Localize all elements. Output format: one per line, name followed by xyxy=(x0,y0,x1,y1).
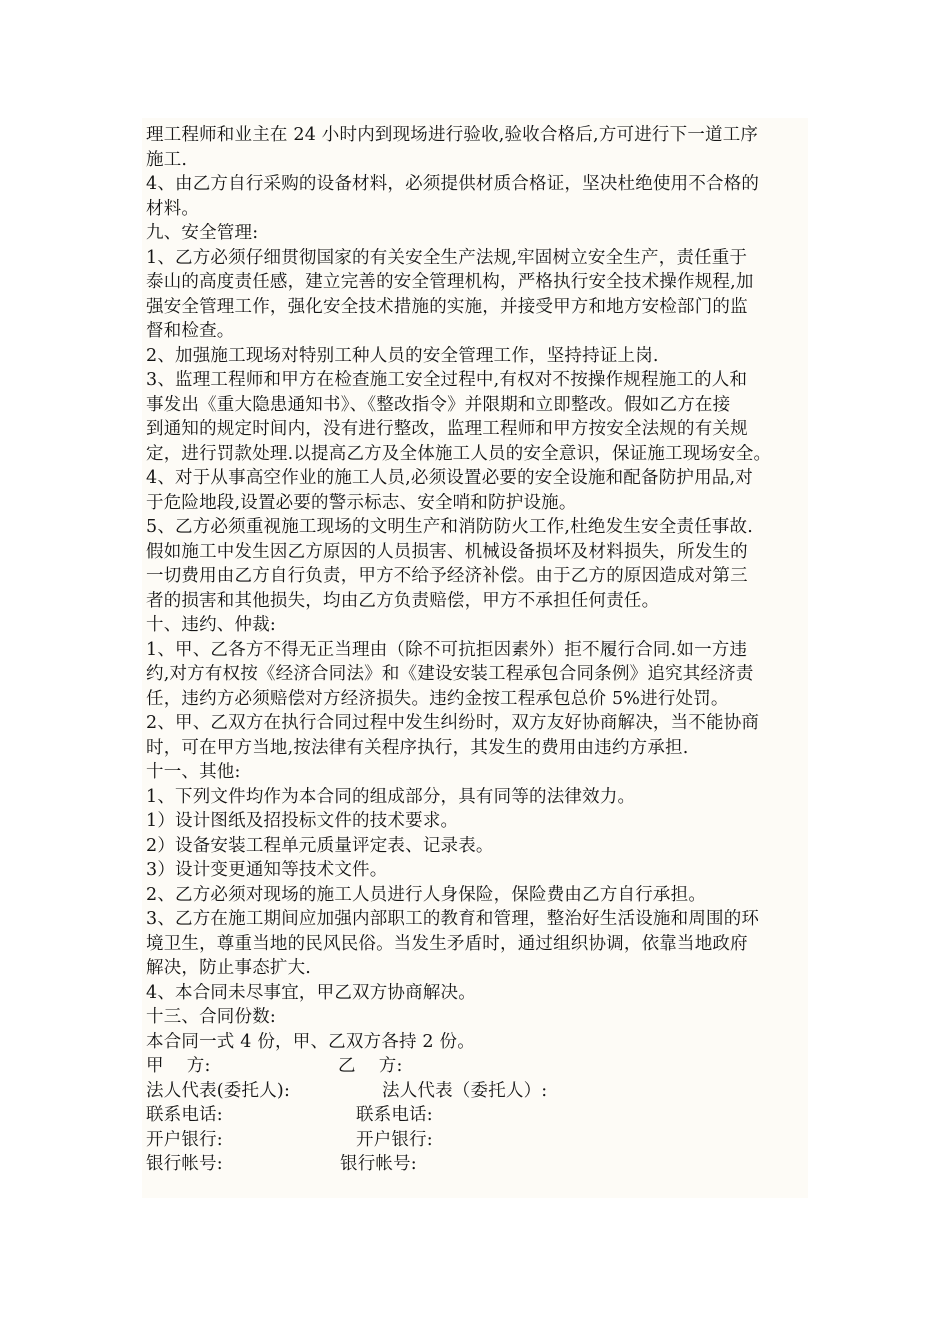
text-line: 3）设计变更通知等技术文件。 xyxy=(146,860,388,880)
party-b-legal-rep-label: 法人代表（委托人）: xyxy=(382,1080,548,1101)
text-line: 者的损害和其他损失，均由乙方负责赔偿，甲方不承担任何责任。 xyxy=(146,590,660,611)
text-line: 到通知的规定时间内，没有进行整改，监理工程师和甲方按安全法规的有关规 xyxy=(146,419,748,439)
party-b-phone-label: 联系电话: xyxy=(356,1105,433,1125)
text-line: 理工程师和业主在 24 小时内到现场进行验收,验收合格后,方可进行下一道工序 xyxy=(146,125,759,145)
text-line: 本合同一式 4 份，甲、乙双方各持 2 份。 xyxy=(146,1031,475,1052)
text-line: 约,对方有权按《经济合同法》和《建设安装工程承包合同条例》追究其经济责 xyxy=(146,664,754,684)
text-line: 督和检查。 xyxy=(146,321,235,341)
text-line: 1、下列文件均作为本合同的组成部分，具有同等的法律效力。 xyxy=(146,786,636,807)
text-line: 一切费用由乙方自行负责，甲方不给予经济补偿。由于乙方的原因造成对第三 xyxy=(146,566,748,586)
text-line: 1、甲、乙各方不得无正当理由（除不可抗拒因素外）拒不履行合同.如一方违 xyxy=(146,639,748,660)
text-line: 材料。 xyxy=(146,198,200,219)
text-line: 施工. xyxy=(146,149,188,170)
text-line: 解决，防止事态扩大. xyxy=(146,958,312,978)
signature-row-party xyxy=(146,1054,818,1079)
text-line: 强安全管理工作，强化安全技术措施的实施，并接受甲方和地方安检部门的监 xyxy=(146,296,748,317)
contract-text xyxy=(146,123,818,1177)
text-line: 境卫生，尊重当地的民风民俗。当发生矛盾时，通过组织协调，依靠当地政府 xyxy=(146,933,748,954)
text-line: 3、监理工程师和甲方在检查施工安全过程中,有权对不按操作规程施工的人和 xyxy=(146,370,748,390)
text-line: 泰山的高度责任感，建立完善的安全管理机构，严格执行安全技术操作规程,加 xyxy=(146,272,754,292)
text-line: 时，可在甲方当地,按法律有关程序执行，其发生的费用由违约方承担. xyxy=(146,737,689,758)
signature-row-account xyxy=(146,1152,818,1177)
signature-row-phone xyxy=(146,1103,818,1128)
party-a-legal-rep-label: 法人代表(委托人): xyxy=(146,1080,291,1101)
party-b-bank-label: 开户银行: xyxy=(356,1129,433,1150)
text-line: 2）设备安装工程单元质量评定表、记录表。 xyxy=(146,835,494,856)
text-line: 5、乙方必须重视施工现场的文明生产和消防防火工作,杜绝发生安全责任事故. xyxy=(146,517,753,537)
party-a-label: 甲 方: xyxy=(146,1056,211,1076)
text-line: 于危险地段,设置必要的警示标志、安全哨和防护设施。 xyxy=(146,492,577,513)
section-heading: 十、违约、仲裁: xyxy=(146,615,276,635)
text-line: 3、乙方在施工期间应加强内部职工的教育和管理，整治好生活设施和周围的环 xyxy=(146,909,760,929)
signature-row-legal-rep xyxy=(146,1079,818,1104)
party-a-bank-label: 开户银行: xyxy=(146,1129,223,1150)
text-line: 1）设计图纸及招投标文件的技术要求。 xyxy=(146,811,459,831)
text-line: 2、甲、乙双方在执行合同过程中发生纠纷时，双方友好协商解决，当不能协商 xyxy=(146,713,760,733)
section-heading: 十一、其他: xyxy=(146,762,241,782)
text-line: 假如施工中发生因乙方原因的人员损害、机械设备损坏及材料损失，所发生的 xyxy=(146,541,748,562)
text-line: 定，进行罚款处理.以提高乙方及全体施工人员的安全意识，保证施工现场安全。 xyxy=(146,443,772,464)
party-a-phone-label: 联系电话: xyxy=(146,1105,223,1125)
party-b-account-label: 银行帐号: xyxy=(340,1154,417,1174)
text-line: 4、本合同未尽事宜，甲乙双方协商解决。 xyxy=(146,982,476,1003)
section-heading: 十三、合同份数: xyxy=(146,1007,276,1027)
text-line: 任，违约方必须赔偿对方经济损失。违约金按工程承包总价 5%进行处罚。 xyxy=(146,688,729,709)
text-line: 4、对于从事高空作业的施工人员,必须设置必要的安全设施和配备防护用品,对 xyxy=(146,468,753,488)
signature-row-bank xyxy=(146,1128,818,1153)
section-heading: 九、安全管理: xyxy=(146,223,259,243)
text-line: 事发出《重大隐患通知书》、《整改指令》并限期和立即整改。假如乙方在接 xyxy=(146,394,731,415)
text-line: 2、加强施工现场对特别工种人员的安全管理工作，坚持持证上岗. xyxy=(146,345,659,366)
party-b-label: 乙 方: xyxy=(338,1056,403,1076)
party-a-account-label: 银行帐号: xyxy=(146,1154,223,1174)
text-line: 1、乙方必须仔细贯彻国家的有关安全生产法规,牢固树立安全生产，责任重于 xyxy=(146,247,748,268)
text-line: 4、由乙方自行采购的设备材料，必须提供材质合格证，坚决杜绝使用不合格的 xyxy=(146,174,760,194)
text-line: 2、乙方必须对现场的施工人员进行人身保险，保险费由乙方自行承担。 xyxy=(146,884,707,905)
